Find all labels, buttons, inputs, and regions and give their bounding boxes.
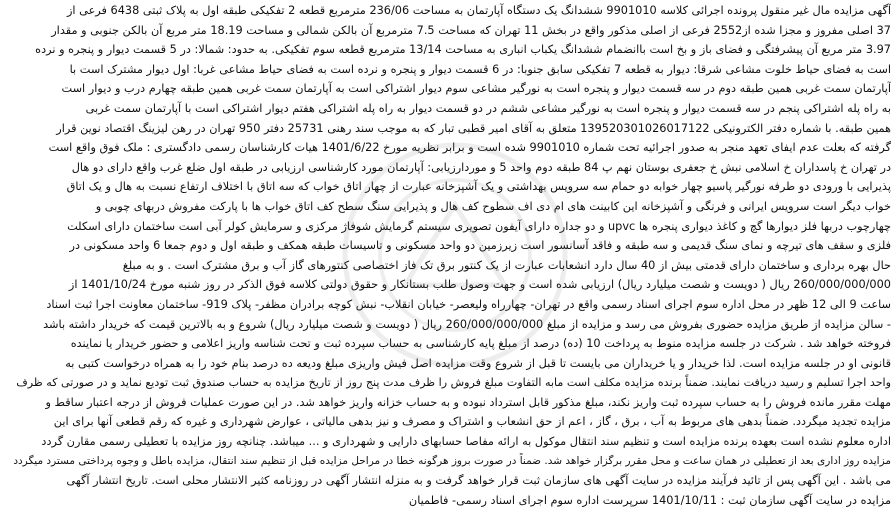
notice-line: مهلت مقرر مانده فروش را به حساب سپرده ثبت واریز نکند، مبلغ مذکور قابل استرداد نبوده و به حساب خزانه واریز خواهد شد. در این صورت عملیات فروش از درجه اعتبار ساقط و [45, 395, 891, 409]
notice-line: آپارتمان سمت غربی همین طبقه دوم در سه قسمت دیوار و پنجره است به نورگیر مشاعی سوم دیوار اشتراکی است به آپارتمان سمت غربی همین طبقه چهارم درب و دیوار است [61, 82, 891, 96]
notice-line: همین طبقه. با شماره دفتر الکترونیکی 139520301026017122 متعلق به آقای امیر قطبی تبار که به موجب سند رهنی 25731 دفتر 950 تهران در رهن لیزینگ اقتصاد نوین قرار [56, 121, 891, 135]
notice-line: مزایده روز اداری بعد از تعطیلی در همان ساعت و محل مقرر برگزار خواهد شد. ضمناً در صورت بروز هرگونه خطا در مراحل مزایده قبل از تنظیم سند انتقال، مزایده باطل و وجوه پرداختی مسترد میگردد [13, 454, 891, 467]
notice-line: ساعت 9 الی 12 ظهر در محل اداره سوم اجرای اسناد رسمی واقع در تهران- چهارراه ولیعصر- خیابان انقلاب- نبش کوچه برادران مظفر- پلاک 919- ساختمان معاونت اجرا ثبت اسناد [46, 297, 891, 311]
notice-line: مزایده در سایت آگهی سازمان ثبت : 1401/10/11 سرپرست اداره سوم اجرای اسناد رسمی- فاطمیان [408, 493, 891, 507]
notice-line: خواب دیگر است سرویس ایرانی و فرنگی و آشپزخانه این کابینت های ام دی اف سطوح کف هال و پذیرایی سنگ سطح کف اتاق خواب ها با پارکت مفروش دربهای چوبی و [95, 199, 891, 213]
notice-line: آگهی مزایده مال غیر منقول پرونده اجرائی کلاسه 9901010 ششدانگ یک دستگاه آپارتمان به مساحت 236/06 مترمربع قطعه 2 تفکیکی طبقه اول به پلاک ثبتی 6438 فرعی از [66, 4, 891, 17]
notice-line: 3.97 متر مربع آن پیشرفتگی و فضای باز و بخ است باانضمام ششدانگ یکباب انباری به مساحت 13/14 مترمربع قطعه سوم تفکیکی. به حدود: شمالا: در 5 قسمت دیوار و پنجره و نرده [35, 43, 891, 57]
notice-line: پذیرایی با ورودی دو طرفه نورگیر پاسیو چهار خوابه دو حمام سه سرویس بهداشتی و یک آشپزخانه عبارت از چهار اتاق خواب که سه اتاق با اختلاف ارتفاع نسبت به هال و یک اتاق [66, 180, 891, 194]
notice-line: 37 اصلی مفروز و مجزا شده از2552 فرعی از اصلی مذکور واقع در بخش 11 تهران که مساحت 7.5 مترمربع آن بالکن شمالی و مساحت 18.19 متر مربع آن بالکن جنوبی و مقدار [51, 23, 891, 37]
notice-line: می باشد . این آگهی پس از تائید فرآیند مزایده در سایت آگهی های سازمان ثبت قرار خواهد گرفت و به منزله انتشار آگهی در روزنامه کثیر الانتشار محلی است. تاریخ انتشار آگهی [66, 474, 891, 488]
notice-line: اداره معلوم نشده است بعهده برنده مزایده است و تنظیم سند انتقال موکول به ارائه مفاصا حسابهای دارایی و شهرداری و ... میباشد. چنانچه روز مزایده با تعطیلی رسمی مقارن گردد [41, 435, 891, 449]
auction-notice-text [4, 1, 891, 510]
notice-line: 260/000/000/000 ریال ( دویست و شصت میلیارد ریال) ارزیابی شده است و جهت وصول طلب بستانکار و حقوق دولتی کلاسه فوق الذکر در روز شنبه مورخ 1401/10/24 از [68, 278, 891, 292]
notice-line: است به فضای حیاط خلوت مشاعی شرقا: دیوار به قطعه 7 تفکیکی سابق جنوبا: در 6 قسمت دیوار و پنجره و نرده است به فضای حیاط مشاعی غربا: اول دیوار مشترک است با [69, 62, 891, 76]
notice-line: گرفته که بعلت عدم ایفای تعهد منجر به صدور اجرائیه تحت شماره 9901010 شده است و برابر نظریه مورخ 1401/6/22 هیات کارشناسان رسمی دادگستری : ملک فوق واقع است [48, 141, 891, 155]
notice-line: در تهران خ پاسداران خ اسلامی نبش خ جعفری بوستان نهم پ 84 طبقه دوم واحد 5 و موردارزیابی: آپارتمان مورد کارشناسی ارزیابی در طبقه اول ضلع غرب واقع دارای دو هال [71, 160, 891, 174]
notice-line: فروخته خواهد شد . شرکت در جلسه مزایده منوط به پرداخت 10 (ده) درصد از مبلغ پایه کارشناسی به حساب سپرده ثبت و تحت شناسه واریز اعلامی و حضور خریدار یا نماینده [70, 337, 891, 351]
notice-line: - سالن مزایده از طریق مزایده حضوری بفروش می رسد و مزایده از مبلغ 260/000/000/000 ریال ( دویست و شصت میلیارد ریال) شروع و به بالاترین قیمت که خریدار داشته باشد [43, 317, 891, 331]
notice-line: واحد اجرا تسلیم و رسید دریافت نمایند. ضمناً برنده مزایده مکلف است مابه التفاوت مبلغ فروش را ظرف مدت پنج روز از تاریخ مزایده به حساب صندوق ثبت تودیع نماید و در صورتی که ظرف [16, 376, 891, 390]
notice-line: حال بهره برداری و ساختمان دارای قدمتی بیش از 40 سال دارد انشعابات عبارت از یک کنتور برق تک فاز اختصاصی کنتورهای گاز آب و برق مشترک است . و به مبلغ [122, 258, 891, 272]
notice-line: قانونی او در جلسه مزایده است. لذا خریدار و یا خریداران می بایست تا قبل از شروع وقت مزایده اصل فیش واریزی مبلغ ودیعه ده درصد بنام خود را به همراه درخواست کتبی به [65, 356, 891, 370]
notice-line: فلزی و سقف های تیرچه و نمای سنگ قدیمی و سه طبقه و فاقد آسانسور است زیرزمین دو واحد مسکونی و تاسیسات طبقه همکف و طبقه اول و دوم جمعا 6 واحد مسکونی در [69, 239, 891, 253]
notice-line: به راه پله اشتراکی پنجم در سه قسمت دیوار و پنجره است به نورگیر مشاعی ششم در دو قسمت دیوار به راه پله اشتراکی هفتم دیوار اشتراکی است با آپارتمان سمت غربی [85, 101, 891, 115]
notice-line: چهارچوب دربها فلز دیوارها گچ و کاغذ دیواری پنجره ها upvc و دو جداره دارای آیفون تصویری سیستم گرمایش شوفاژ مرکزی و سرمایش کولر آبی است ساختمان دارای اسکلت [67, 219, 891, 233]
notice-line: مزایده تجدید میگردد. ضمناً بدهی های مربوط به آب ، برق ، گاز ، اعم از حق انشعاب و اشتراک و مصرف و نیز بدهی مالیاتی ، عوارض شهرداری و غیره که رقم قطعی آنها برای این [53, 415, 891, 429]
